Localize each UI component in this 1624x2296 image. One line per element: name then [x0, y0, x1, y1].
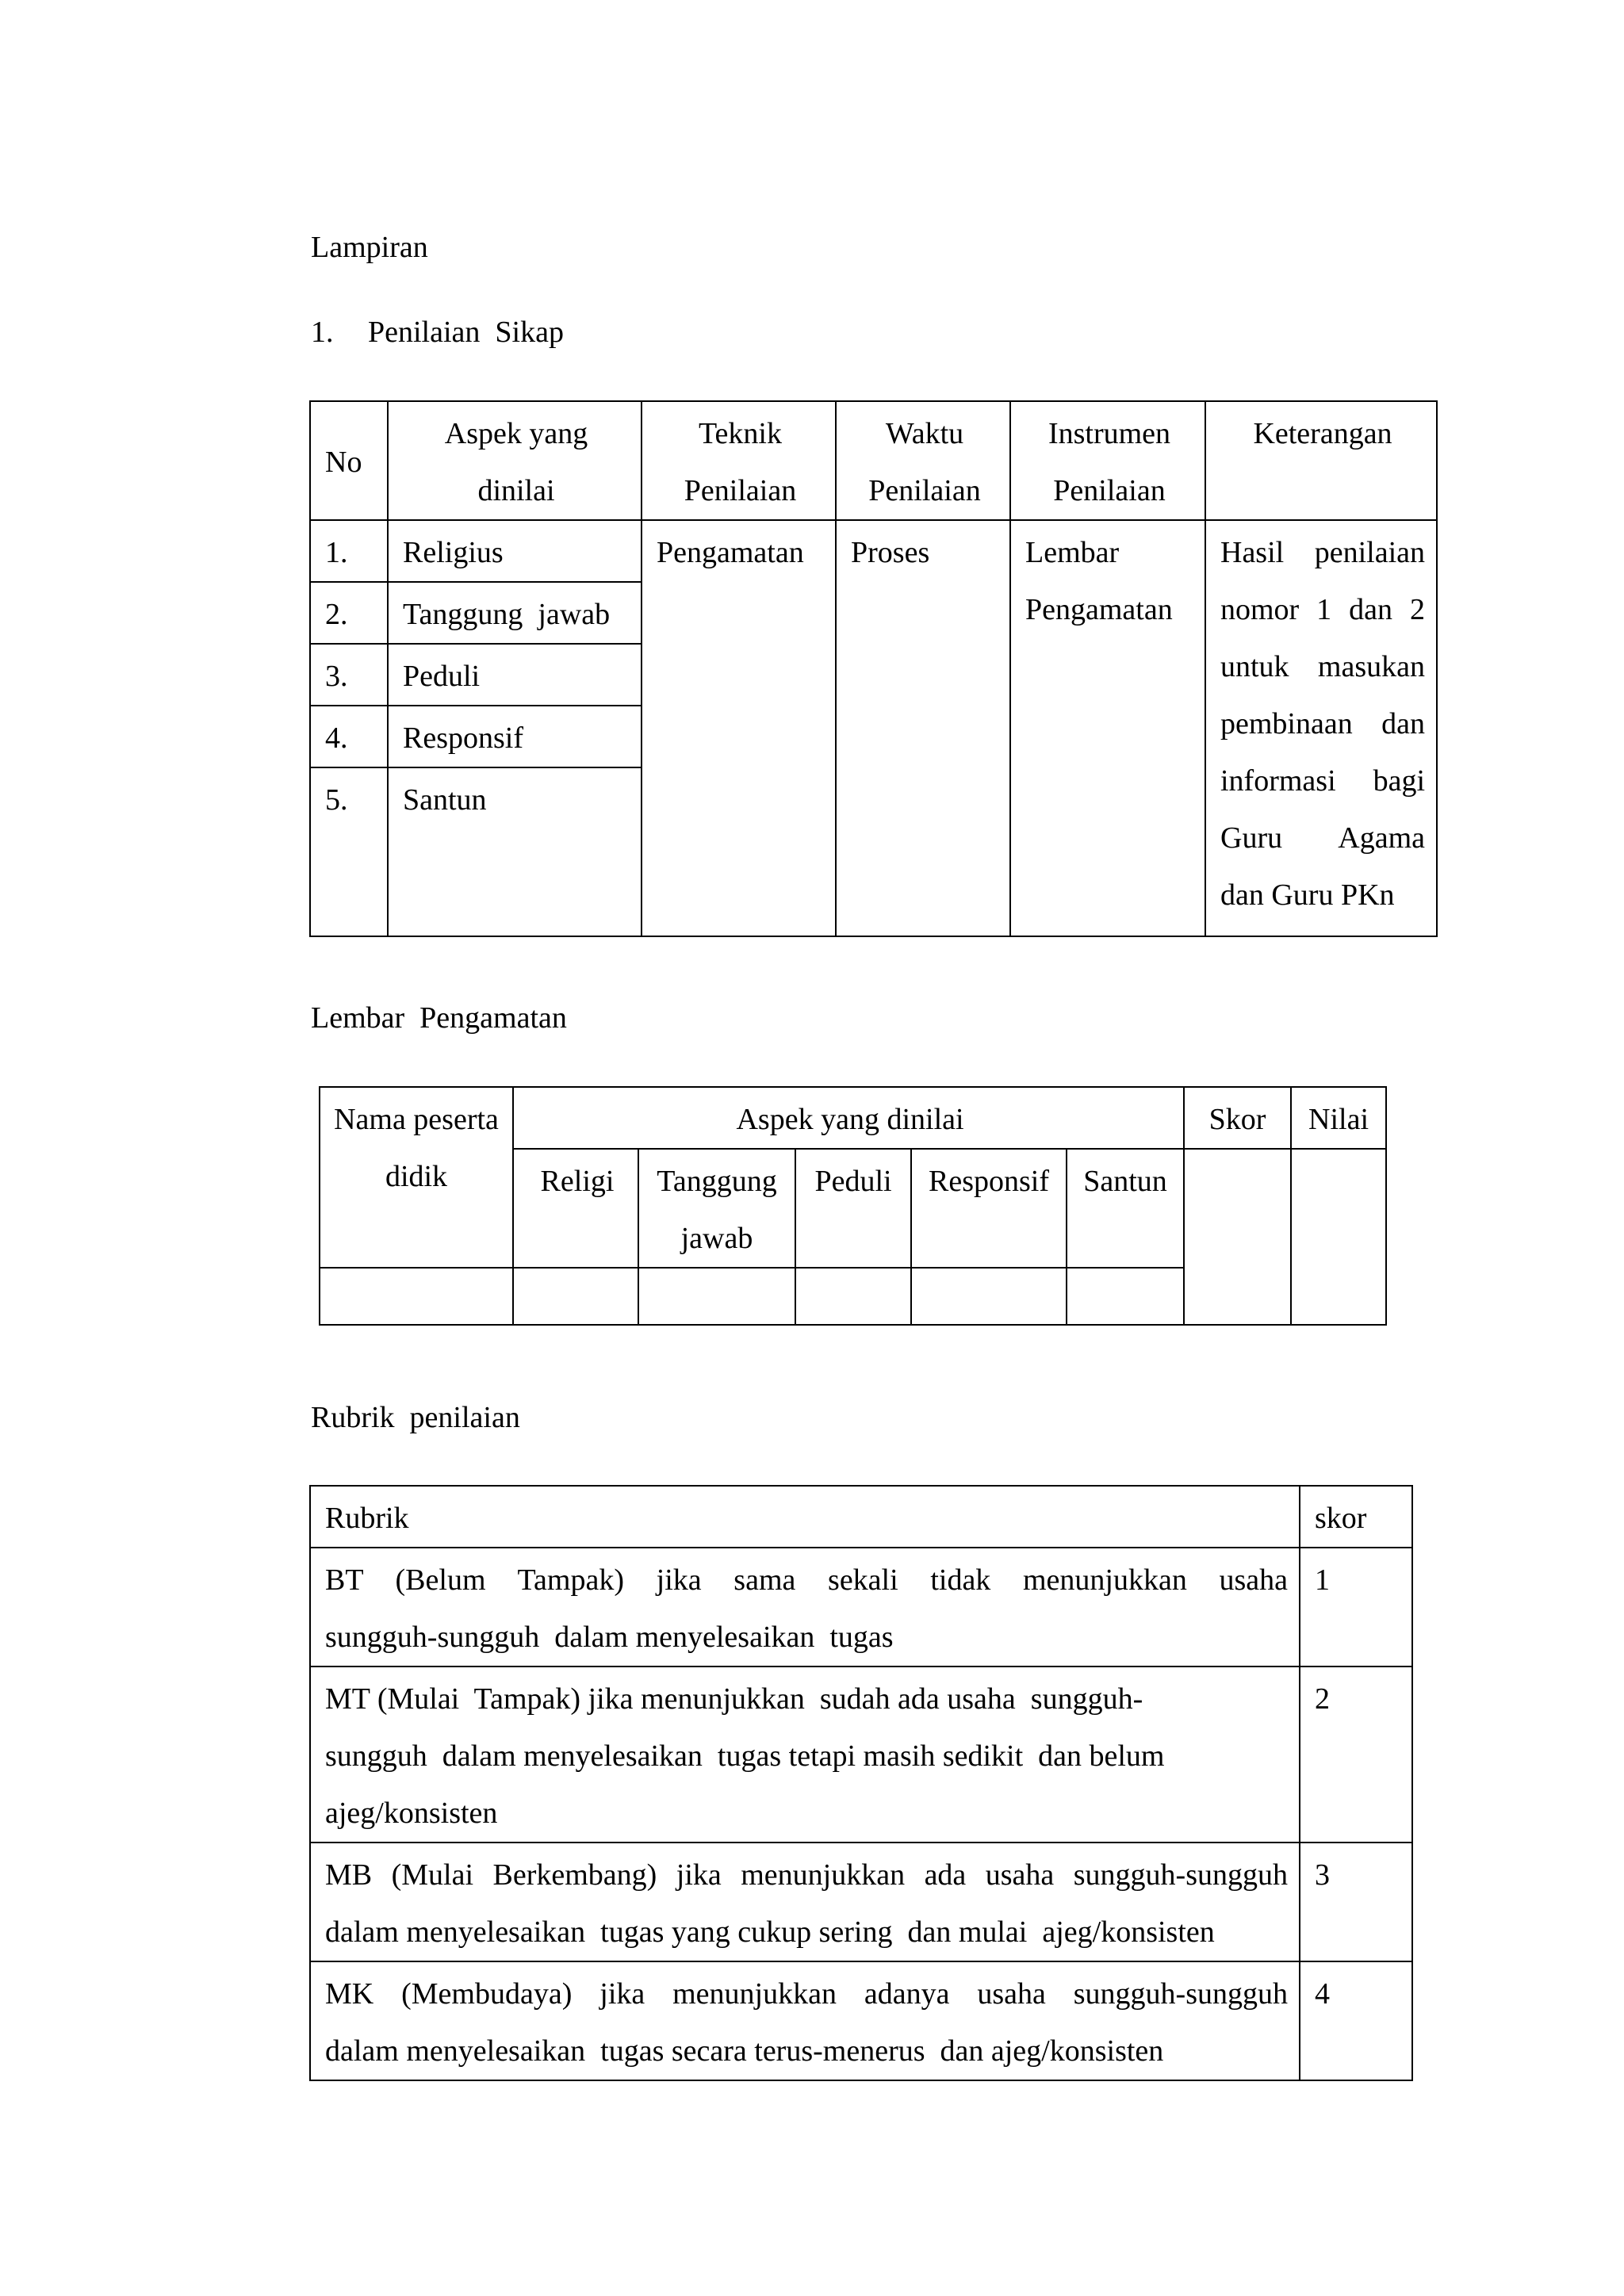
row-no: 5. [310, 767, 388, 828]
waktu-cell: Proses [836, 520, 1010, 936]
row-aspek: Religius [388, 520, 642, 582]
header-nama: Nama peserta didik [320, 1087, 513, 1268]
row-aspek: Peduli [388, 644, 642, 706]
rubrik-row: MB (Mulai Berkembang) jika menunjukkan ada usaha sungguh-sungguh dalam menyelesaikan tugas yang cukup sering dan mulai ajeg/konsisten [310, 1843, 1300, 1961]
empty-cell [1067, 1268, 1184, 1325]
rubrik-skor: 1 [1300, 1548, 1412, 1667]
row-no: 1. [310, 520, 388, 582]
empty-cell [638, 1268, 795, 1325]
header-keterangan: Keterangan [1205, 401, 1437, 520]
row-no: 3. [310, 644, 388, 706]
row-aspek: Santun [388, 767, 642, 828]
rubrik-skor: 2 [1300, 1667, 1412, 1843]
row-aspek: Responsif [388, 706, 642, 767]
rubrik-row: MK (Membudaya) jika menunjukkan adanya usaha sungguh-sungguh dalam menyelesaikan tugas secara terus-menerus dan ajeg/konsisten [310, 1961, 1300, 2080]
row-aspek: Tanggung jawab [388, 582, 642, 644]
empty-cell [310, 828, 388, 936]
rubrik-row: MT (Mulai Tampak) jika menunjukkan sudah ada usaha sungguh- sungguh dalam menyelesaikan tugas tetapi masih sedikit dan belum ajeg/konsisten [310, 1667, 1300, 1843]
header-nilai: Nilai [1291, 1087, 1386, 1149]
rubrik-row: BT (Belum Tampak) jika sama sekali tidak menunjukkan usaha sungguh-sungguh dalam menyelesaikan tugas [310, 1548, 1300, 1667]
empty-cell [388, 828, 642, 936]
nilai-cell [1291, 1149, 1386, 1325]
sub-tanggung-jawab: Tanggung jawab [638, 1149, 795, 1268]
sub-religi: Religi [513, 1149, 638, 1268]
header-instrumen: Instrumen Penilaian [1010, 401, 1205, 520]
sub-santun: Santun [1067, 1149, 1184, 1268]
header-skor: skor [1300, 1486, 1412, 1548]
section-title: Penilaian Sikap [368, 316, 564, 349]
section-number: 1. [311, 316, 334, 349]
sikap-table [309, 400, 1438, 937]
rubrik-title: Rubrik penilaian [311, 1401, 520, 1434]
lembar-table [319, 1086, 1387, 1326]
sub-peduli: Peduli [795, 1149, 911, 1268]
header-aspek: Aspek yang dinilai [513, 1087, 1184, 1149]
header-waktu: Waktu Penilaian [836, 401, 1010, 520]
skor-cell [1184, 1149, 1291, 1325]
header-teknik: Teknik Penilaian [642, 401, 836, 520]
header-aspek: Aspek yang dinilai [388, 401, 642, 520]
sub-responsif: Responsif [911, 1149, 1067, 1268]
rubrik-skor: 4 [1300, 1961, 1412, 2080]
teknik-cell: Pengamatan [642, 520, 836, 936]
empty-cell [911, 1268, 1067, 1325]
header-skor: Skor [1184, 1087, 1291, 1149]
page-heading: Lampiran [311, 231, 428, 264]
row-no: 2. [310, 582, 388, 644]
row-no: 4. [310, 706, 388, 767]
keterangan-cell: Hasil penilaian nomor 1 dan 2 untuk masukan pembinaan dan informasi bagi Guru Agama dan Guru PKn [1205, 520, 1437, 936]
empty-cell [513, 1268, 638, 1325]
empty-cell [320, 1268, 513, 1325]
rubrik-skor: 3 [1300, 1843, 1412, 1961]
header-no: No [310, 401, 388, 520]
rubrik-table [309, 1485, 1413, 2081]
empty-cell [795, 1268, 911, 1325]
instrumen-cell: Lembar Pengamatan [1010, 520, 1205, 936]
header-rubrik: Rubrik [310, 1486, 1300, 1548]
lembar-title: Lembar Pengamatan [311, 1001, 567, 1035]
